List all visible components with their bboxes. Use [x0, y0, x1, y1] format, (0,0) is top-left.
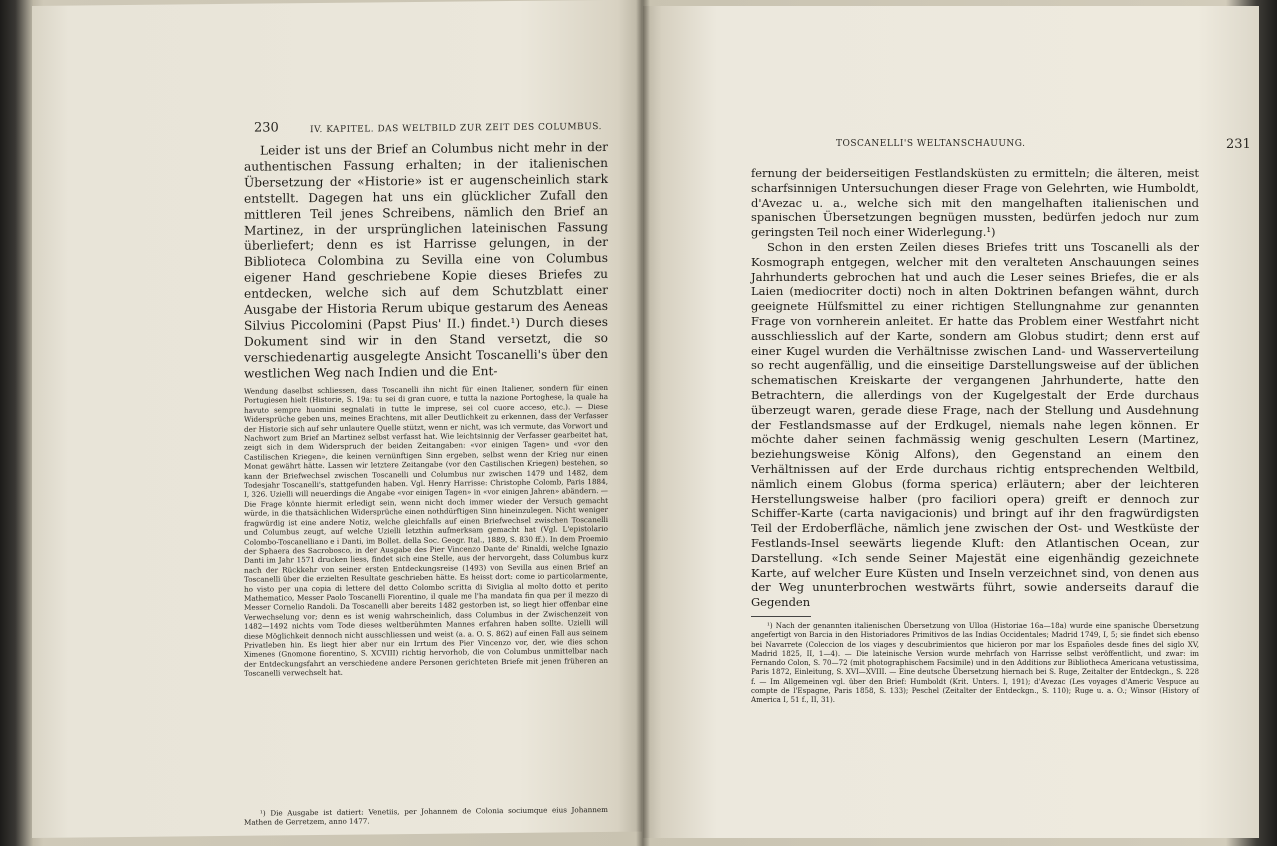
paragraph: Leider ist uns der Brief an Columbus nicht mehr in der authentischen Fassung erhalten; in der italienischen Übersetzung der «Historie» ist er augenscheinlich stark entstellt. Dagegen hat uns ein glücklicher Zufall den mittleren Teil jenes Schreibens, nämlich den Brief an Martinez, in der ursprünglichen lateinischen Fassung überliefert; denn es ist Harrisse gelungen, in der Biblioteca Colombina zu Sevilla eine von Columbus eigener Hand geschriebene Kopie dieses Briefes zu entdecken, welche sich auf dem Schutzblatt einer Ausgabe der Historia Rerum ubique gestarum des Aeneas Silvius Piccolomini (Papst Pius' II.) findet.¹) Durch dieses Dokument sind wir in den Stand versetzt, die so verschiedenartig ausgelegte Ansicht Toscanelli's über den westlichen Weg nach Indien und die Ent-	[244, 139, 608, 381]
page-number: 230	[254, 120, 279, 136]
main-text	[244, 140, 608, 382]
left-page	[32, 0, 642, 838]
footnote-text: ¹) Die Ausgabe ist datiert: Venetiis, per Johannem de Colonia sociumque eius Johannem Mathen de Gerretzem, anno 1477.	[244, 804, 608, 828]
right-page	[643, 6, 1259, 838]
footnote-rule	[751, 616, 811, 617]
footnote-text: Wendung daselbst schliessen, dass Toscanelli ihn nicht für einen Italiener, sondern für einen Portugiesen hielt (Historie, S. 19a: tu sei di gran cuore, e tutta la nazione Portoghese, la quale ha havuto sempre huomini segnalati in tutte le imprese, sei col cuore acceso, etc.). — Diese Widersprüche geben uns, meines Erachtens, mit aller Deutlichkeit zu erkennen, dass der Verfasser der Historie sich auf sehr unlautere Quelle stützt, wenn er nicht, was ich vermute, das Vorwort und Nachwort zum Brief an Martinez selbst verfasst hat. Wie leichtsinnig der Verfasser gearbeitet hat, zeigt sich in dem Widerspruch der beiden Zeitangaben: «vor einigen Tagen» und «vor den Castilischen Kriegen», die keinen vernünftigen Sinn ergeben, selbst wenn der Krieg nur einen Monat gewährt hätte. Lassen wir letztere Zeitangabe (vor den Castilischen Kriegen) bestehen, so kann der Briefwechsel zwischen Toscanelli und Columbus nur zwischen 1479 und 1482, dem Todesjahr Toscanelli's, stattgefunden haben. Vgl. Henry Harrisse: Christophe Colomb, Paris 1884, I, 326. Uzielli will neuerdings die Angabe «vor einigen Tagen» in «vor einigen Jahren» abändern. — Die Frage könnte hiermit erledigt sein, wenn nicht doch immer wieder der Versuch gemacht würde, in die thatsächlichen Widersprüche einen nothdürftigen Sinn hineinzulegen. Nicht weniger fragwürdig ist eine andere Notiz, welche gleichfalls auf einen Briefwechsel zwischen Toscanelli und Columbus zeugt, auf welche Uzielli letzthin aufmerksam gemacht hat (Vgl. L'epistolario Colombo-Toscanelliano e i Danti, im Bollet. della Soc. Geogr. Ital., 1889, S. 830 ff.). In dem Proemio der Sphaera des Sacrobosco, in der Ausgabe des Pier Vincenzo Dante de' Rinaldi, welche Ignazio Danti im Jahr 1571 drucken liess, findet sich eine Stelle, aus der hervorgeht, dass Columbus kurz nach der Rückkehr von seiner ersten Entdeckungsreise (1493) von Sevilla aus einen Brief an Toscanelli über die erzielten Resultate geschrieben hätte. Es heisst dort: come io particolarmente, ho visto per una copia di lettere del detto Colombo scritta di Siviglia al molto dotto et perito Mathematico, Messer Paolo Toscanelli Fiorentino, il quale me l'ha mandata fin qua per il mezzo di Messer Cornelio Randoli. Da Toscanelli aber bereits 1482 gestorben ist, so liegt hier offenbar eine Verwechselung vor; denn es ist wenig wahrscheinlich, dass Columbus in der Zwischenzeit von 1482—1492 nichts vom Tode dieses weltberühmten Mannes erfahren haben sollte. Uzielli will diese Möglichkeit dennoch nicht ausschliessen und weist (a. a. O. S. 862) auf einen Fall aus seinem Privatleben hin. Es liegt hier aber nur ein Irrtum des Pier Vincenzo vor, der, wie dies schon Ximenes (Gnomone fiorentino, S. XCVIII) richtig hervorhob, die von Columbus unmittelbar nach der Entdeckungsfahrt an verschiedene andere Personen gerichteten Briefe mit jenen früheren an Toscanelli verwechselt hat.	[244, 382, 608, 678]
footnote-text: ¹) Nach der genannten italienischen Übersetzung von Ulloa (Historiae 16a—18a) wurde eine spanische Übersetzung angefertigt von Barcia in den Historiadores Primitivos de las Indias Occidentales; Madrid 1749, I, 5; sie findet sich ebenso bei Navarrete (Coleccion de los viages y descubrimientos que hicieron por mar los Españoles desde fines del siglo XV, Madrid 1825, II, 1—4). — Die lateinische Version wurde mehrfach von Harrisse selbst veröffentlicht, und zwar: im Fernando Colon, S. 70—72 (mit photographischem Facsimile) und in den Additions zur Bibliotheca Americana vetustissima, Paris 1872, Einleitung, S. XVI—XVIII. — Eine deutsche Übersetzung hiernach bei S. Ruge, Zeitalter der Entdeckgn., S. 228 f. — Im Allgemeinen vgl. über den Brief: Humboldt (Krit. Unters. I, 191); d'Avezac (Les voyages d'Americ Vespuce au compte de l'Espagne, Paris 1858, S. 133); Peschel (Zeitalter der Entdeckgn., S. 110); Ruge u. a. O.; Winsor (History of America I, 51 f., II, 31).	[751, 621, 1199, 705]
main-text	[751, 166, 1199, 610]
footnote-continued	[244, 383, 608, 678]
footnote-1	[244, 805, 608, 828]
footnote-1	[751, 621, 1199, 705]
book-gutter	[636, 0, 650, 846]
running-head: IV. KAPITEL. DAS WELTBILD ZUR ZEIT DES COLUMBUS.	[310, 122, 602, 136]
running-head: TOSCANELLI'S WELTANSCHAUUNG.	[836, 139, 1026, 149]
paragraph: Schon in den ersten Zeilen dieses Briefes tritt uns Toscanelli als der Kosmograph entgegen, welcher mit den veralteten Anschauungen seines Jahrhunderts gebrochen hat und auch die Leser seines Briefes, die er als Laien (mediocriter docti) noch in alten Doktrinen befangen wähnt, durch geeignete Hülfsmittel zu einer richtigen Stellungnahme zur genannten Frage von vornherein anleitet. Er hatte das Problem einer Westfahrt nicht ausschliesslich auf der Karte, sondern am Globus studirt; denn erst auf einer Kugel wurden die Verhältnisse zwischen Land- und Wasserverteilung so recht augenfällig, und die einseitige Darstellungsweise auf der üblichen schematischen Kreiskarte der vergangenen Jahrhunderte, hatte den Betrachtern, die allerdings von der Kugelgestalt der Erde durchaus überzeugt waren, gerade diese Frage, nach der Stellung und Ausdehnung der Festlandsmasse auf der Erdkugel, niemals nahe legen können. Er möchte daher seinen fachmässig wenig geschulten Lesern (Martinez, beziehungsweise König Alfons), den Gegenstand an einem den Verhältnissen auf der Erde durchaus richtig entsprechenden Weltbild, nämlich einem Globus (forma sperica) erläutern; aber der leichteren Herstellungsweise halber (pro faciliori opera) greift er dennoch zur Schiffer-Karte (carta navigacionis) und bringt auf ihr den fragwürdigsten Teil der Erdoberfläche, nämlich jene zwischen der Ost- und Westküste der Festlands-Insel seewärts liegende Kluft: den Atlantischen Ocean, zur Darstellung. «Ich sende Seiner Majestät eine eigenhändig gezeichnete Karte, auf welcher Eure Küsten und Inseln verzeichnet sind, von denen aus der Weg ununterbrochen westwärts führt, sowie anderseits darauf die Gegenden	[751, 239, 1199, 610]
page-number: 231	[1226, 137, 1251, 152]
paragraph: fernung der beiderseitigen Festlandsküsten zu ermitteln; die älteren, meist scharfsinnigen Untersuchungen dieser Frage von Gelehrten, wie Humboldt, d'Avezac u. a., welche sich mit den mangelhaften italienischen und spanischen Übersetzungen begnügen mussten, bedürfen jedoch nur zum geringsten Teil noch einer Widerlegung.¹)	[751, 166, 1199, 240]
